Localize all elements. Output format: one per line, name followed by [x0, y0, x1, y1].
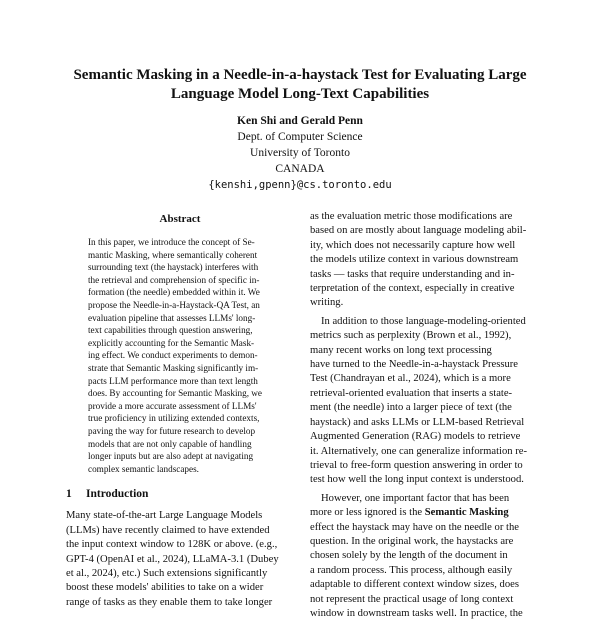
author-email: {kenshi,gpenn}@cs.toronto.edu: [208, 179, 392, 191]
abstract-line: complex semantic landscapes.: [88, 463, 199, 474]
abstract-line: pacts LLM performance more than text length: [88, 375, 258, 386]
body-line: test how well the long input context is understood.: [310, 474, 524, 486]
semantic-masking-term: Semantic Masking: [424, 507, 509, 519]
body-line: terpretation of the context, especially in creative: [310, 283, 515, 295]
body-line: not represent the practical usage of long context: [310, 593, 514, 605]
abstract-line: models that are not only capable of handling: [88, 438, 252, 449]
abstract-line: mantic Masking, where semantically coherent: [88, 249, 258, 260]
affiliation-line: Dept. of Computer Science: [237, 131, 363, 143]
section-heading-introduction: [66, 487, 294, 501]
abstract-line: does. By accounting for Semantic Masking, we: [88, 388, 263, 399]
abstract-line: strate that Semantic Masking significantly im-: [88, 362, 259, 373]
body-line: (LLMs) have recently claimed to have extended: [66, 524, 270, 536]
paragraph: [310, 492, 540, 621]
body-line: a random process. This process, although easily: [310, 564, 513, 576]
body-line: chosen solely by the length of the document in: [310, 550, 508, 562]
body-line: retrieval-oriented evaluation that inserts a state-: [310, 387, 513, 399]
body-line: tasks — tasks that require understanding and in-: [310, 268, 515, 280]
paragraph: [310, 315, 540, 488]
abstract-line: true proficiency in utilizing extended contexts,: [88, 413, 260, 424]
introduction-body: [66, 509, 294, 610]
abstract-line: In this paper, we introduce the concept of Se-: [88, 237, 255, 247]
body-line: window in downstream tasks well. In practice, the: [310, 607, 523, 619]
body-line: In addition to those language-modeling-oriented: [321, 315, 526, 327]
left-column: [66, 210, 294, 610]
body-line: have turned to the Needle-in-a-haystack Pressure: [310, 359, 518, 371]
section-title: Introduction: [86, 488, 149, 501]
body-line: as the evaluation metric those modifications are: [310, 211, 513, 222]
body-line: GPT-4 (OpenAI et al., 2024), LLaMA-3.1 (Dubey: [66, 553, 279, 565]
body-line: [310, 506, 540, 520]
body-line: Augmented Generation (RAG) models to retrieve: [310, 431, 521, 443]
paper-title: [60, 66, 540, 104]
paragraph: [310, 210, 540, 311]
abstract-line: the retrieval and comprehension of specific in-: [88, 274, 260, 285]
abstract-line: propose the Needle-in-a-Haystack-QA Test, an: [88, 299, 260, 310]
body-line: et al., 2024), etc.) Such extensions significantly: [66, 567, 268, 579]
abstract-line: text capabilities through question answering,: [88, 325, 253, 336]
body-line: many recent works on long text processing: [310, 344, 492, 356]
body-line: haystack) and asks LLMs or LLM-based Retrieval: [310, 416, 525, 428]
abstract-body: [66, 236, 294, 475]
body-line: boost these models' abilities to take on a wider: [66, 582, 264, 594]
body-line: range of tasks as they enable them to take longer: [66, 596, 273, 608]
section-number: 1: [66, 488, 72, 501]
body-line-text: more or less ignored is the: [310, 507, 425, 519]
abstract-line: surrounding text (the haystack) interferes with: [88, 262, 259, 273]
body-line: Many state-of-the-art Large Language Models: [66, 510, 263, 522]
body-line: it. Alternatively, one can generalize information re-: [310, 445, 527, 457]
body-line: the models utilize context in various downstream: [310, 254, 519, 266]
abstract-line: paving the way for future research to develop: [88, 425, 256, 436]
body-line: the input context window to 128K or above. (e.g.,: [66, 539, 278, 551]
author-names: Ken Shi and Gerald Penn: [237, 115, 363, 127]
body-line: adaptable to different context window sizes, does: [310, 579, 519, 591]
body-line: writing.: [310, 297, 344, 309]
abstract-line: longer inputs but are also adept at navigating: [88, 451, 254, 462]
title-line: Semantic Masking in a Needle-in-a-haystack Test for Evaluating Large: [73, 67, 527, 83]
abstract-line: formation (the needle) embedded within it. We: [88, 287, 260, 298]
author-block: [150, 113, 450, 193]
affiliation-line: University of Toronto: [250, 147, 350, 159]
title-line: Language Model Long-Text Capabilities: [170, 86, 430, 102]
body-line: trieval to free-form question answering in order to: [310, 459, 523, 471]
body-line: metrics such as perplexity (Brown et al., 1992),: [310, 330, 512, 342]
body-line: based on are mostly about language modeling abil-: [310, 225, 527, 237]
right-column: [310, 210, 540, 621]
abstract-heading: Abstract: [159, 213, 201, 225]
abstract-line: evaluation pipeline that assesses LLMs' long-: [88, 312, 256, 323]
abstract-line: explicitly accounting for the Semantic Mask-: [88, 337, 255, 348]
body-line: ment (the needle) into a larger piece of text (the: [310, 402, 512, 414]
abstract-line: ing effect. We conduct experiments to demon-: [88, 350, 258, 361]
body-line: Test (Chandrayan et al., 2024), which is a more: [310, 373, 511, 385]
body-line: effect the haystack may have on the needle or the: [310, 521, 519, 533]
body-line: question. In the original work, the haystacks are: [310, 535, 514, 547]
abstract-line: provide a more accurate assessment of LLMs': [88, 400, 257, 411]
affiliation-line: CANADA: [275, 163, 325, 175]
body-line: However, one important factor that has been: [321, 492, 510, 504]
body-line: ity, which does not necessarily capture how well: [310, 239, 516, 251]
